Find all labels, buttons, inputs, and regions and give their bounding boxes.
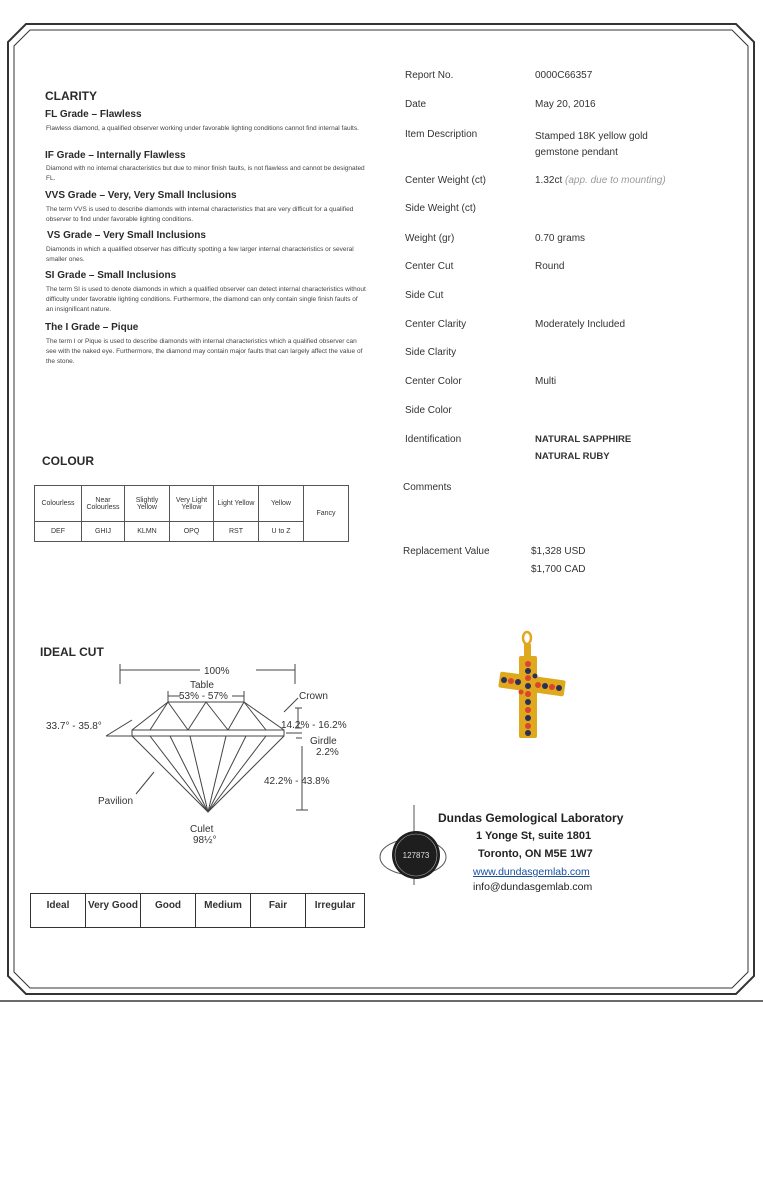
center-clarity-label: Center Clarity	[405, 319, 467, 330]
diagram-pavilion-label: Pavilion	[98, 796, 134, 807]
colour-grade-name: Colourless	[35, 486, 82, 522]
diagram-width-label: 100%	[204, 666, 230, 677]
side-color-label: Side Color	[405, 405, 452, 416]
identification-label: Identification	[405, 434, 462, 445]
center-color-value: Multi	[535, 376, 557, 387]
cut-grade-cell: Ideal	[31, 894, 86, 928]
cut-grade-cell: Very Good	[86, 894, 141, 928]
colour-grade-code: GHIJ	[82, 522, 125, 542]
lab-address-line-2: Toronto, ON M5E 1W7	[478, 848, 593, 860]
colour-grade-code: OPQ	[170, 522, 214, 542]
diagram-table-range: 53% - 57%	[179, 691, 228, 702]
colour-grade-code: RST	[214, 522, 259, 542]
clarity-heading: CLARITY	[45, 89, 97, 103]
lab-name: Dundas Gemological Laboratory	[438, 811, 624, 825]
colour-grade-code: DEF	[35, 522, 82, 542]
colour-grade-name: Near Colourless	[82, 486, 125, 522]
report-number-value: 0000C66357	[535, 70, 593, 81]
diamond-proportion-diagram	[40, 660, 370, 850]
identification-value-1: NATURAL SAPPHIRE	[535, 434, 632, 445]
comments-label: Comments	[403, 482, 452, 493]
center-weight-value: 1.32ct	[535, 175, 563, 186]
seal-number: 127873	[402, 851, 430, 860]
lab-address-line-1: 1 Yonge St, suite 1801	[476, 830, 592, 842]
diagram-culet-value: 98½°	[193, 835, 217, 846]
center-color-label: Center Color	[405, 376, 462, 387]
center-cut-value: Round	[535, 261, 565, 272]
center-cut-label: Center Cut	[405, 261, 454, 272]
side-clarity-label: Side Clarity	[405, 347, 457, 358]
identification-value-2: NATURAL RUBY	[535, 451, 610, 462]
clarity-grade-desc: Diamond with no internal characteristics but due to minor finish faults, is not flawless and cannot be designated FL.	[46, 165, 365, 182]
replacement-value-usd: $1,328 USD	[531, 546, 586, 557]
clarity-grade-desc: Diamonds in which a qualified observer has difficulty spotting a few larger internal characteristics or several smaller ones.	[46, 246, 354, 263]
colour-grade-code: KLMN	[125, 522, 170, 542]
item-description-value: Stamped 18K yellow gold gemstone pendant	[535, 131, 648, 158]
colour-grade-code: U to Z	[259, 522, 304, 542]
cut-grade-cell: Fair	[251, 894, 306, 928]
ideal-cut-heading: IDEAL CUT	[40, 645, 104, 659]
side-weight-label: Side Weight (ct)	[405, 203, 476, 214]
clarity-grade-title: FL Grade – Flawless	[45, 109, 142, 120]
colour-scale-table	[34, 485, 349, 542]
diagram-girdle-value: 2.2%	[316, 747, 339, 758]
clarity-grade-title: VVS Grade – Very, Very Small Inclusions	[45, 190, 237, 201]
date-label: Date	[405, 99, 427, 110]
diagram-culet-label: Culet	[190, 824, 214, 835]
clarity-grade-title: The I Grade – Pique	[45, 322, 139, 333]
colour-grade-name: Slightly Yellow	[125, 486, 170, 522]
diagram-pavilion-depth: 42.2% - 43.8%	[264, 776, 330, 787]
cut-grade-cell: Medium	[196, 894, 251, 928]
cut-grade-scale-table	[30, 893, 365, 928]
clarity-grade-title: VS Grade – Very Small Inclusions	[47, 230, 206, 241]
colour-grade-name: Light Yellow	[214, 486, 259, 522]
diagram-girdle-label: Girdle	[310, 736, 337, 747]
colour-grade-name: Fancy	[304, 486, 349, 542]
pendant-photo	[495, 630, 575, 742]
center-weight-note: (app. due to mounting)	[565, 175, 666, 186]
lab-email[interactable]: info@dundasgemlab.com	[473, 881, 593, 893]
diagram-table-label: Table	[190, 680, 214, 691]
center-weight-row	[535, 175, 666, 186]
colour-heading: COLOUR	[42, 454, 94, 468]
date-value: May 20, 2016	[535, 99, 596, 110]
side-cut-label: Side Cut	[405, 290, 444, 301]
diagram-crown-angle: 33.7° - 35.8°	[46, 721, 102, 732]
clarity-grade-desc: The term SI is used to denote diamonds in which a qualified observer can detect internal characteristics without difficulty under favorable lighting conditions. Furthermore, the diamond can only contain single finish faults of an insignificant nature.	[46, 286, 366, 313]
item-description-label: Item Description	[405, 129, 478, 140]
clarity-grade-desc: The term I or Pique is used to describe diamonds with internal characteristics which a qualified observer can see with the naked eye. Furthermore, the diamond may contain major faults that can largely affect the value of the stone.	[46, 338, 363, 365]
diagram-crown-label: Crown	[299, 691, 328, 702]
weight-grams-label: Weight (gr)	[405, 233, 455, 244]
center-weight-label: Center Weight (ct)	[405, 175, 486, 186]
clarity-grade-title: SI Grade – Small Inclusions	[45, 270, 177, 281]
center-clarity-value: Moderately Included	[535, 319, 626, 330]
weight-grams-value: 0.70 grams	[535, 233, 586, 244]
clarity-grade-desc: Flawless diamond, a qualified observer working under favorable lighting conditions cannot find internal faults.	[46, 125, 359, 132]
lab-website-link[interactable]: www.dundasgemlab.com	[473, 866, 590, 878]
replacement-value-cad: $1,700 CAD	[531, 564, 586, 575]
clarity-grade-desc: The term VVS is used to describe diamonds with internal characteristics that are very difficult for a qualified observer to find under favorable lighting conditions.	[46, 206, 354, 223]
page-bottom-rule	[0, 1000, 763, 1002]
diagram-crown-height: 14.2% - 16.2%	[281, 720, 347, 731]
report-number-label: Report No.	[405, 70, 454, 81]
replacement-value-label: Replacement Value	[403, 546, 490, 557]
colour-grade-name: Very Light Yellow	[170, 486, 214, 522]
clarity-grade-title: IF Grade – Internally Flawless	[45, 150, 186, 161]
colour-grade-name: Yellow	[259, 486, 304, 522]
cut-grade-cell: Irregular	[306, 894, 365, 928]
cut-grade-cell: Good	[141, 894, 196, 928]
